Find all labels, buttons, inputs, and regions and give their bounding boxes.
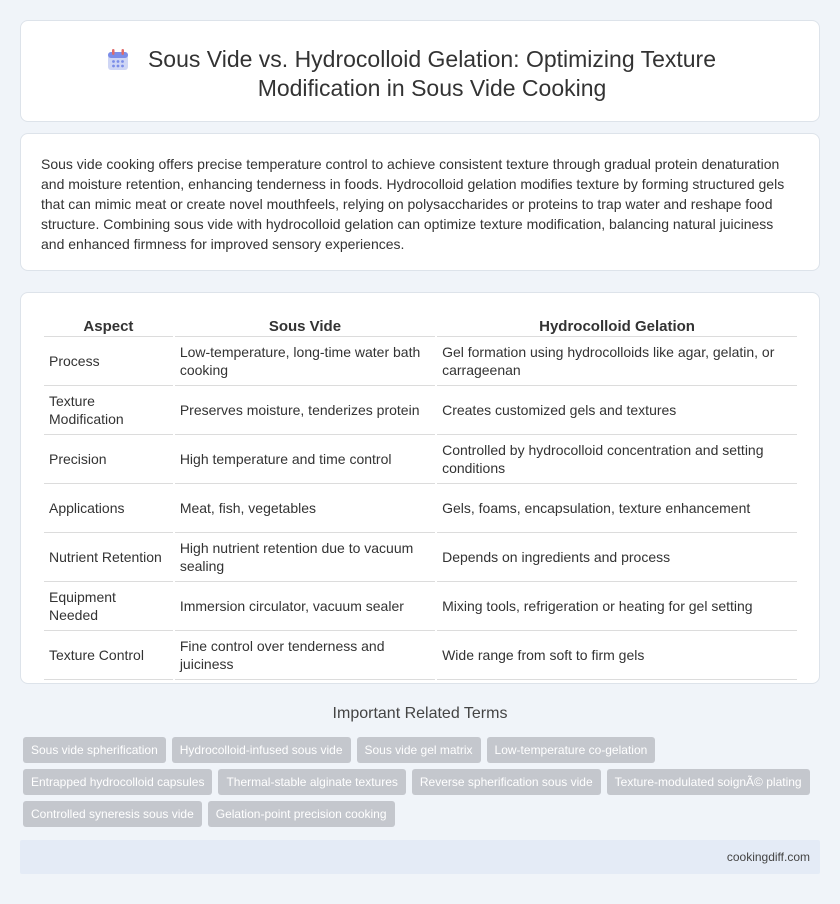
row-sous-vide: Preserves moisture, tenderizes protein (175, 386, 435, 435)
related-term-tag[interactable]: Hydrocolloid-infused sous vide (172, 737, 351, 763)
header-aspect: Aspect (44, 315, 173, 337)
related-term-tag[interactable]: Reverse spherification sous vide (412, 769, 601, 795)
page-title: Sous Vide vs. Hydrocolloid Gelation: Optimizing Texture Modification in Sous Vide Cooking (147, 46, 717, 101)
related-terms-title: Important Related Terms (332, 705, 508, 722)
related-terms-list (23, 737, 817, 827)
intro-text: Sous vide cooking offers precise temperature control to achieve consistent texture through gradual protein denaturation and moisture retention, enhancing tenderness in foods. Hydrocolloid gelation modifies texture by forming structured gels that can mimic meat or create novel mouthfeels, relying on polysaccharides or proteins to trap water and reshape food structure. Combining sous vide with hydrocolloid gelation can optimize texture modification, balancing natural juiciness and enhanced firmness for improved sensory experiences. (41, 156, 785, 252)
row-sous-vide: Immersion circulator, vacuum sealer (175, 582, 435, 631)
row-aspect: Texture Control (44, 631, 173, 680)
related-term-tag[interactable]: Texture-modulated soignÃ© plating (607, 769, 810, 795)
comparison-table (42, 315, 799, 680)
table-row (44, 631, 797, 680)
row-hydrocolloid: Depends on ingredients and process (437, 533, 797, 582)
related-term-tag[interactable]: Sous vide gel matrix (357, 737, 481, 763)
row-aspect: Precision (44, 435, 173, 484)
footer-site-link[interactable]: cookingdiff.com (726, 850, 810, 864)
calendar-icon (105, 47, 131, 73)
related-term-tag[interactable]: Low-temperature co-gelation (487, 737, 656, 763)
related-term-tag[interactable]: Controlled syneresis sous vide (23, 801, 202, 827)
related-term-tag[interactable]: Thermal-stable alginate textures (218, 769, 405, 795)
row-hydrocolloid: Wide range from soft to firm gels (437, 631, 797, 680)
header-sous-vide: Sous Vide (175, 315, 435, 337)
header-card (20, 20, 820, 122)
row-aspect: Texture Modification (44, 386, 173, 435)
related-term-tag[interactable]: Sous vide spherification (23, 737, 166, 763)
related-term-tag[interactable]: Gelation-point precision cooking (208, 801, 395, 827)
table-row (44, 582, 797, 631)
table-header-row (44, 315, 797, 337)
related-term-tag[interactable]: Entrapped hydrocolloid capsules (23, 769, 212, 795)
table-row (44, 337, 797, 386)
intro-card (20, 133, 820, 271)
row-sous-vide: High temperature and time control (175, 435, 435, 484)
table-row (44, 484, 797, 533)
row-hydrocolloid: Gel formation using hydrocolloids like agar, gelatin, or carrageenan (437, 337, 797, 386)
header-hydrocolloid: Hydrocolloid Gelation (437, 315, 797, 337)
row-hydrocolloid: Gels, foams, encapsulation, texture enhancement (437, 484, 797, 533)
row-hydrocolloid: Creates customized gels and textures (437, 386, 797, 435)
row-aspect: Equipment Needed (44, 582, 173, 631)
row-sous-vide: Meat, fish, vegetables (175, 484, 435, 533)
table-row (44, 386, 797, 435)
row-sous-vide: Low-temperature, long-time water bath cooking (175, 337, 435, 386)
row-hydrocolloid: Mixing tools, refrigeration or heating for gel setting (437, 582, 797, 631)
row-aspect: Applications (44, 484, 173, 533)
row-aspect: Process (44, 337, 173, 386)
row-sous-vide: Fine control over tenderness and juiciness (175, 631, 435, 680)
comparison-table-card (20, 292, 820, 684)
title-wrap (21, 45, 819, 103)
row-aspect: Nutrient Retention (44, 533, 173, 582)
table-row (44, 435, 797, 484)
row-hydrocolloid: Controlled by hydrocolloid concentration and setting conditions (437, 435, 797, 484)
row-sous-vide: High nutrient retention due to vacuum sealing (175, 533, 435, 582)
footer (20, 840, 820, 874)
table-row (44, 533, 797, 582)
